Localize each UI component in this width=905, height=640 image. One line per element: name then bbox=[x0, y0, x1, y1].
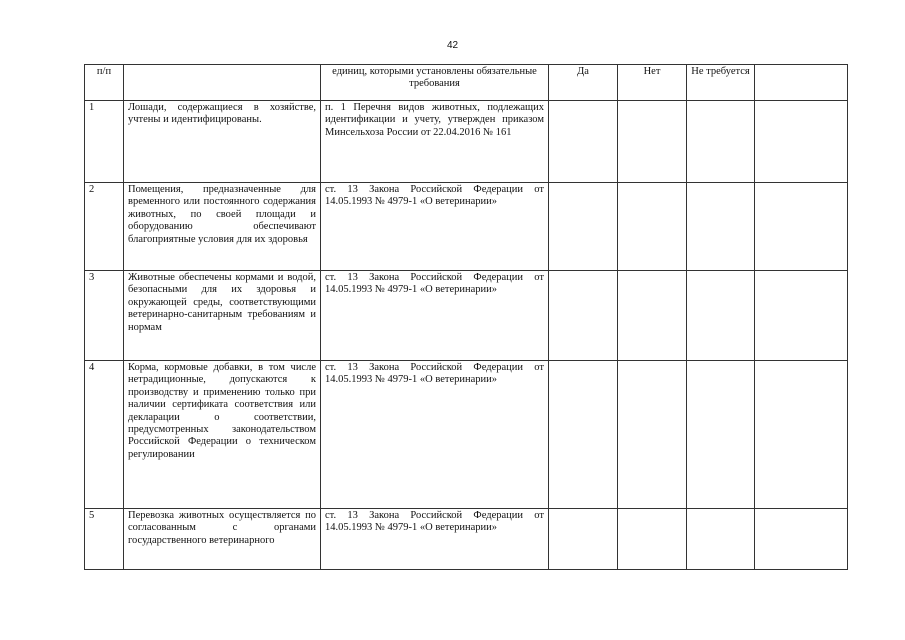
row-number: 1 bbox=[85, 101, 124, 183]
answer-yes-cell[interactable] bbox=[549, 183, 618, 271]
answer-not-required-cell[interactable] bbox=[687, 271, 755, 361]
row-requirement: Лошади, содержащиеся в хозяйстве, учтены и идентифицированы. bbox=[124, 101, 321, 183]
row-number: 2 bbox=[85, 183, 124, 271]
answer-not-required-cell[interactable] bbox=[687, 101, 755, 183]
row-legal-source: ст. 13 Закона Российской Федерации от 14.05.1993 № 4979-1 «О ветеринарии» bbox=[321, 509, 549, 570]
answer-not-required-cell[interactable] bbox=[687, 361, 755, 509]
row-number: 5 bbox=[85, 509, 124, 570]
header-num: п/п bbox=[85, 65, 124, 101]
answer-no-cell[interactable] bbox=[618, 361, 687, 509]
notes-cell[interactable] bbox=[755, 183, 848, 271]
table-row bbox=[85, 183, 848, 271]
header-not-required: Не требуется bbox=[687, 65, 755, 101]
table-row bbox=[85, 361, 848, 509]
answer-no-cell[interactable] bbox=[618, 183, 687, 271]
answer-no-cell[interactable] bbox=[618, 101, 687, 183]
row-requirement: Перевозка животных осуществляется по согласованным с органами государственного ветеринарного bbox=[124, 509, 321, 570]
notes-cell[interactable] bbox=[755, 271, 848, 361]
answer-yes-cell[interactable] bbox=[549, 271, 618, 361]
answer-yes-cell[interactable] bbox=[549, 509, 618, 570]
header-source: единиц, которыми установлены обязательные требования bbox=[321, 65, 549, 101]
notes-cell[interactable] bbox=[755, 101, 848, 183]
row-legal-source: ст. 13 Закона Российской Федерации от 14.05.1993 № 4979-1 «О ветеринарии» bbox=[321, 271, 549, 361]
notes-cell[interactable] bbox=[755, 361, 848, 509]
header-no: Нет bbox=[618, 65, 687, 101]
header-item bbox=[124, 65, 321, 101]
row-requirement: Помещения, предназначенные для временного или постоянного содержания животных, по своей площади и оборудованию обеспечивают благоприятные условия для их здоровья bbox=[124, 183, 321, 271]
answer-not-required-cell[interactable] bbox=[687, 183, 755, 271]
table-row bbox=[85, 509, 848, 570]
row-number: 3 bbox=[85, 271, 124, 361]
answer-no-cell[interactable] bbox=[618, 271, 687, 361]
header-yes: Да bbox=[549, 65, 618, 101]
table-row bbox=[85, 271, 848, 361]
table-row bbox=[85, 101, 848, 183]
requirements-checklist-table bbox=[84, 64, 848, 570]
table-header-row bbox=[85, 65, 848, 101]
answer-not-required-cell[interactable] bbox=[687, 509, 755, 570]
row-legal-source: п. 1 Перечня видов животных, подлежащих идентификации и учету, утвержден приказом Минсельхоза России от 22.04.2016 № 161 bbox=[321, 101, 549, 183]
header-notes bbox=[755, 65, 848, 101]
answer-no-cell[interactable] bbox=[618, 509, 687, 570]
row-requirement: Животные обеспечены кормами и водой, безопасными для их здоровья и окружающей среды, соответствующими ветеринарно-санитарным требованиям и нормам bbox=[124, 271, 321, 361]
row-requirement: Корма, кормовые добавки, в том числе нетрадиционные, допускаются к производству и применению только при наличии сертификата соответствия или декларации о соответствии, предусмотренных законодательством Российской Федерации о техническом регулировании bbox=[124, 361, 321, 509]
page-number: 42 bbox=[446, 40, 459, 51]
answer-yes-cell[interactable] bbox=[549, 101, 618, 183]
row-legal-source: ст. 13 Закона Российской Федерации от 14.05.1993 № 4979-1 «О ветеринарии» bbox=[321, 183, 549, 271]
answer-yes-cell[interactable] bbox=[549, 361, 618, 509]
row-legal-source: ст. 13 Закона Российской Федерации от 14.05.1993 № 4979-1 «О ветеринарии» bbox=[321, 361, 549, 509]
notes-cell[interactable] bbox=[755, 509, 848, 570]
row-number: 4 bbox=[85, 361, 124, 509]
